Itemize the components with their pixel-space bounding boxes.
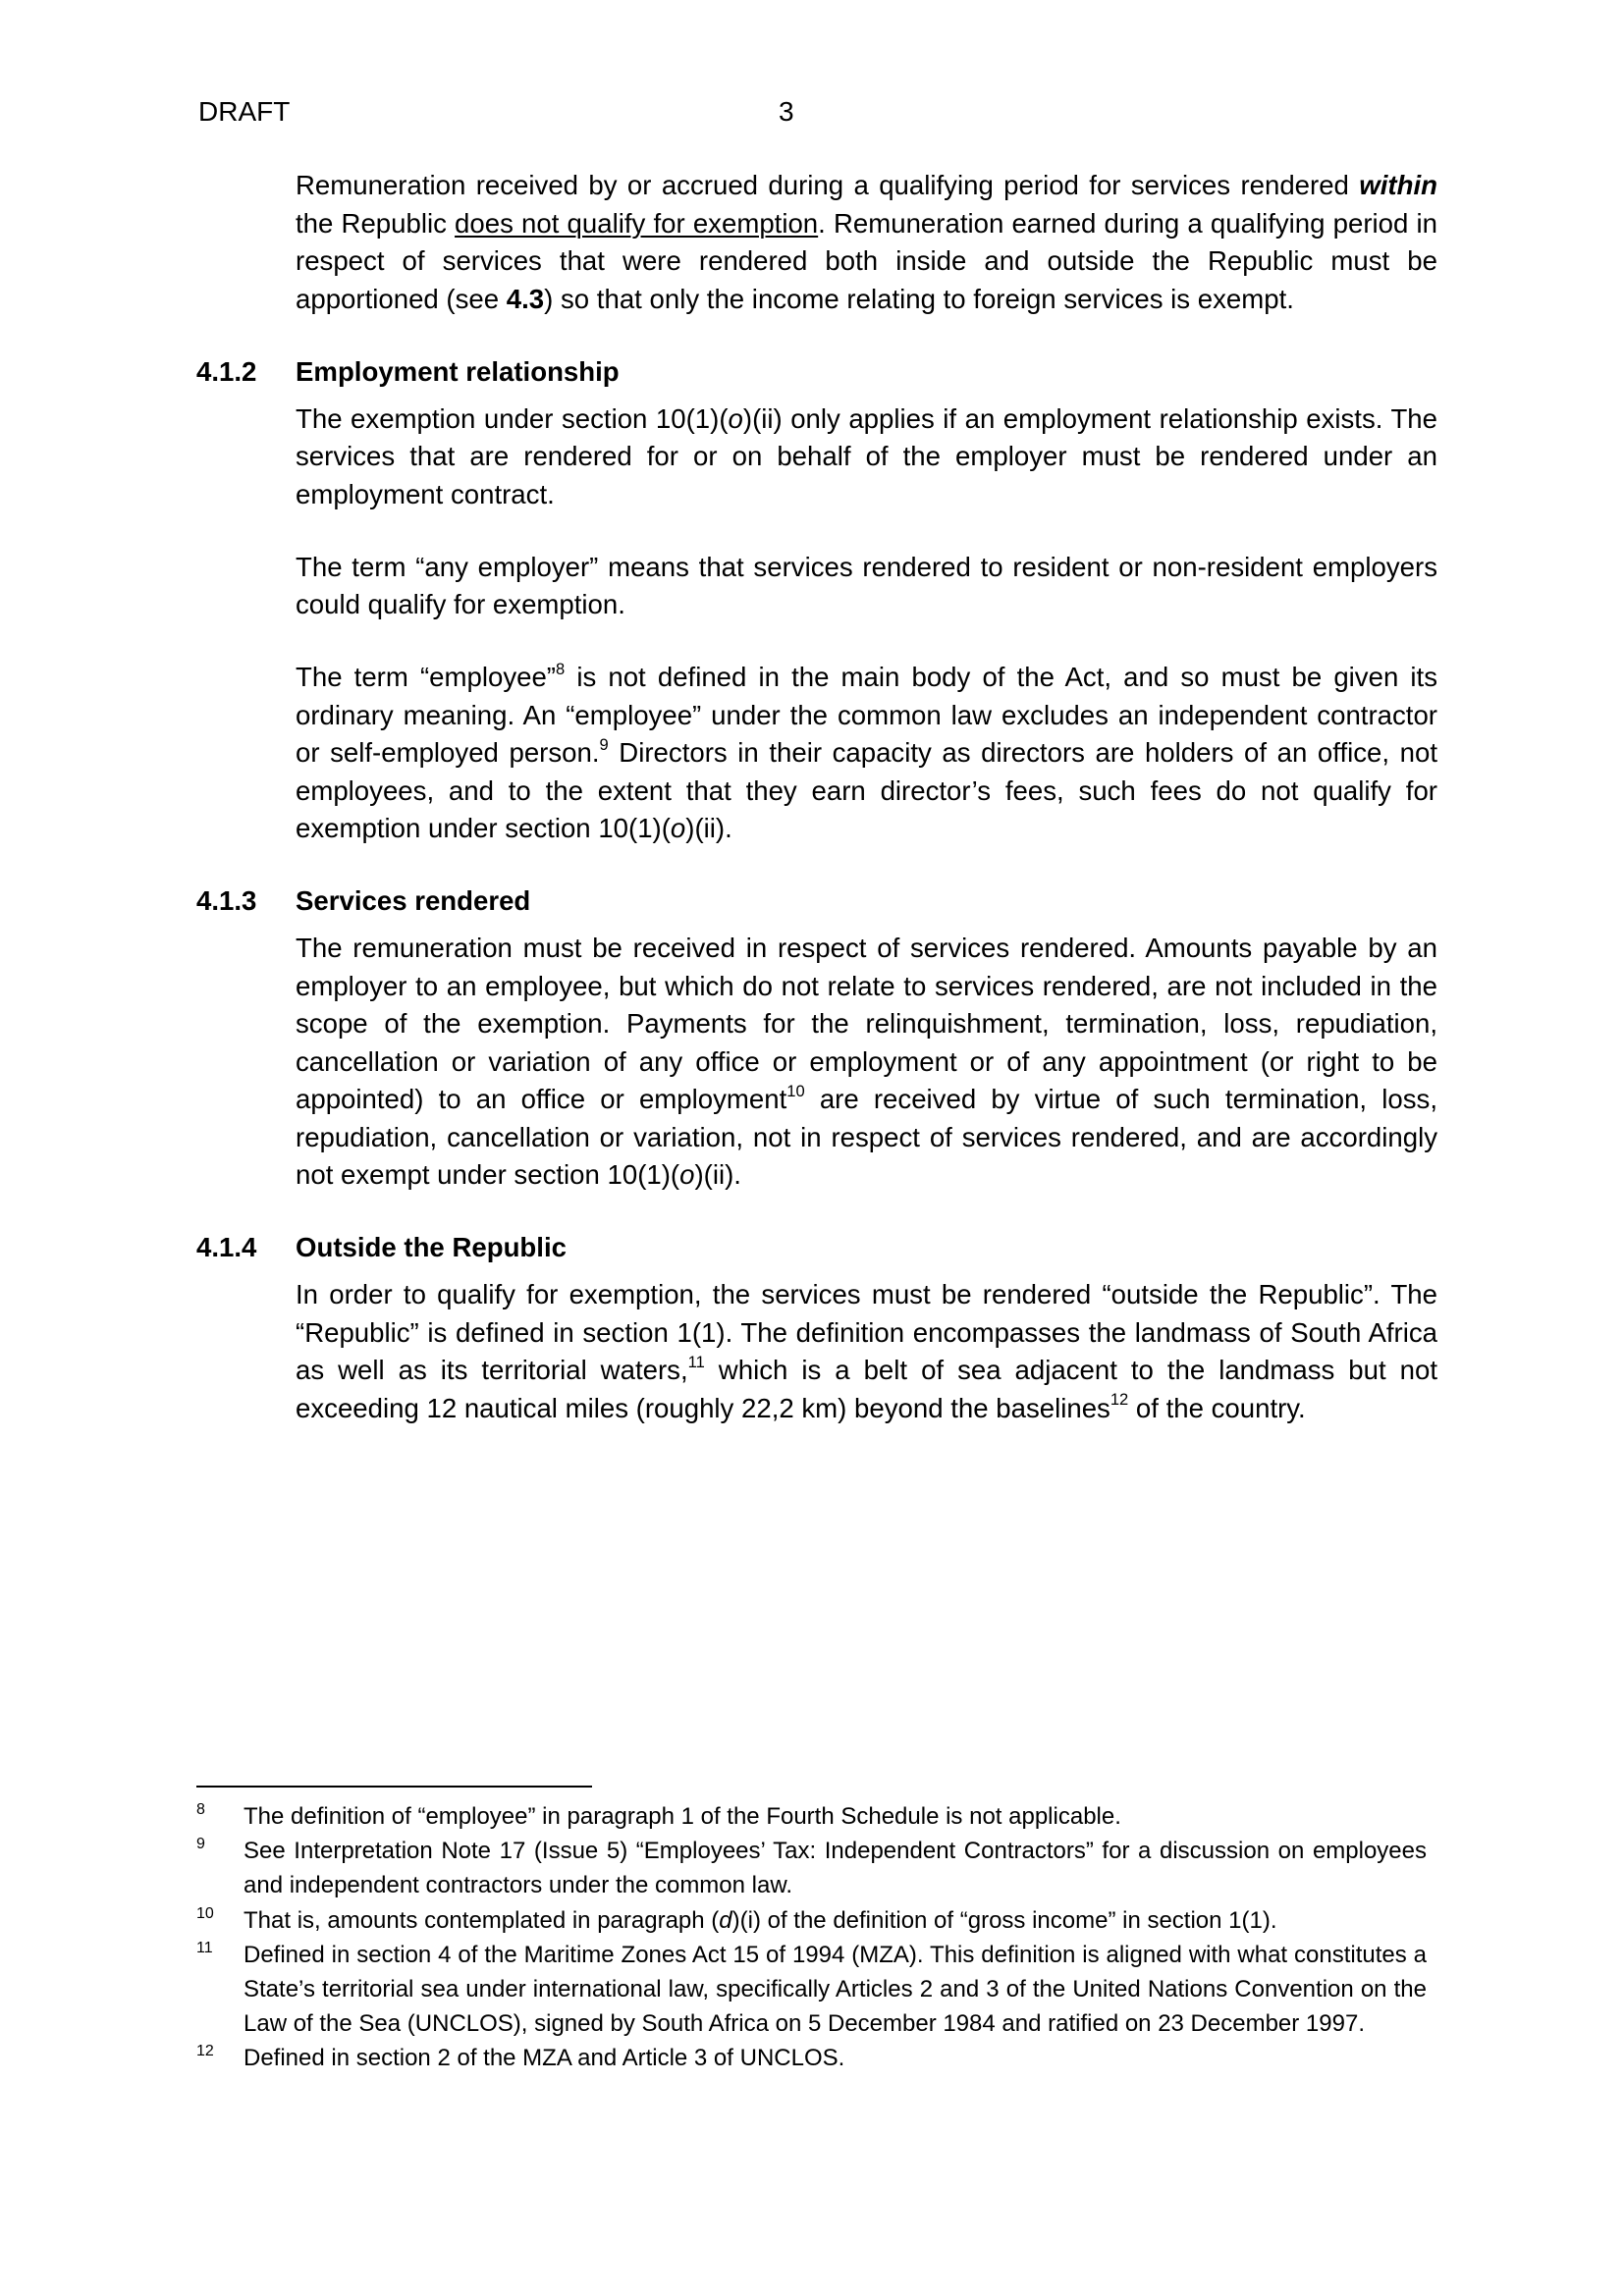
text-run: of the country. xyxy=(1128,1392,1306,1423)
section-4-1-2 xyxy=(196,353,1437,848)
text-run: The exemption under section 10(1)( xyxy=(296,402,729,434)
text-run: )(i) of the definition of “gross income” in section 1(1). xyxy=(731,1906,1277,1934)
section-number: 4.1.4 xyxy=(196,1232,257,1262)
emphasis-text: o xyxy=(728,402,743,434)
text-run: the Republic xyxy=(296,207,456,239)
text-run: The term “employee” xyxy=(296,662,556,692)
footnote-reference[interactable]: 10 xyxy=(786,1081,805,1100)
text-run: See Interpretation Note 17 (Issue 5) “Employees’ Tax: Independent Contractors” for a discussion on employees and independent contractors under the common law. xyxy=(244,1838,1427,1899)
section-intro xyxy=(196,167,1437,318)
paragraph xyxy=(296,659,1437,848)
emphasis-underline: does not qualify for exemption xyxy=(455,207,819,239)
footnote-number: 8 xyxy=(196,1801,205,1818)
text-run: Directors in their capacity as directors are holders of an office, not employees, and to the extent that they earn director’s fees, such fees do not qualify for exemption under section 10(1)( xyxy=(296,737,1437,843)
paragraph xyxy=(296,1276,1437,1427)
footnote-number: 9 xyxy=(196,1836,205,1853)
section-title: Employment relationship xyxy=(296,355,620,387)
section-heading xyxy=(196,353,1437,392)
emphasis-text: o xyxy=(670,813,686,843)
text-run: Defined in section 2 of the MZA and Article 3 of UNCLOS. xyxy=(244,2045,845,2072)
footnote-reference[interactable]: 11 xyxy=(687,1352,705,1371)
section-4-1-4 xyxy=(196,1229,1437,1427)
footnote-text xyxy=(244,1834,1427,1902)
paragraph xyxy=(296,549,1437,624)
paragraph xyxy=(296,167,1437,318)
footnote-9 xyxy=(196,1834,1427,1902)
footnotes xyxy=(196,1799,1427,2076)
footnote-number: 10 xyxy=(196,1904,214,1922)
section-number: 4.1.3 xyxy=(196,885,257,916)
footnote-reference[interactable]: 8 xyxy=(556,659,566,678)
document-body xyxy=(196,167,1437,1463)
section-title: Outside the Republic xyxy=(296,1232,567,1262)
emphasis-text: o xyxy=(679,1159,695,1190)
footnote-number: 11 xyxy=(196,1939,213,1956)
footnote-reference[interactable]: 9 xyxy=(599,734,609,754)
cross-reference: 4.3 xyxy=(506,283,545,314)
section-4-1-3 xyxy=(196,882,1437,1195)
footnote-8 xyxy=(196,1799,1427,1834)
emphasis-text: d xyxy=(719,1906,732,1934)
footnote-text xyxy=(244,2041,1427,2075)
text-run: The term “any employer” means that services rendered to resident or non-resident employers could qualify for exemption. xyxy=(296,551,1437,619)
text-run: In order to qualify for exemption, the services must be rendered “outside the Republic”. The “Republic” is defined in section 1(1). The definition encompasses the landmass of South Africa as well as its territorial waters, xyxy=(296,1279,1437,1385)
footnote-text xyxy=(244,1938,1427,2042)
footnote-reference[interactable]: 12 xyxy=(1110,1390,1129,1410)
text-run: Remuneration received by or accrued during a qualifying period for services rendered xyxy=(296,170,1360,200)
footnote-text xyxy=(244,1903,1427,1938)
text-run: )(ii). xyxy=(694,1159,741,1190)
footnote-10 xyxy=(196,1903,1427,1938)
footnote-11 xyxy=(196,1938,1427,2042)
text-run: are received by virtue of such termination, loss, repudiation, cancellation or variation, not in respect of services rendered, and are accordingly not exempt under section 10(1)( xyxy=(296,1084,1437,1190)
footnote-text xyxy=(244,1799,1427,1834)
footnote-separator xyxy=(196,1786,592,1788)
section-heading xyxy=(196,1229,1437,1267)
section-number: 4.1.2 xyxy=(196,355,257,387)
text-run: which is a belt of sea adjacent to the landmass but not exceeding 12 nautical miles (roughly 22,2 km) beyond the baselines xyxy=(296,1355,1437,1423)
section-title: Services rendered xyxy=(296,885,531,916)
text-run: The definition of “employee” in paragraph 1 of the Fourth Schedule is not applicable. xyxy=(244,1803,1121,1830)
paragraph xyxy=(296,930,1437,1195)
text-run: The remuneration must be received in respect of services rendered. Amounts payable by an employer to an employee, but which do not relate to services rendered, are not included in the scope of the exemption. Payments for the relinquishment, termination, loss, repudiation, cancellation or variation of any office or employment or of any appointment (or right to be appointed) to an office or employment xyxy=(296,933,1437,1114)
text-run: )(ii). xyxy=(685,813,732,843)
section-heading xyxy=(196,882,1437,921)
paragraph xyxy=(296,400,1437,514)
footnote-12 xyxy=(196,2041,1427,2075)
text-run: . Remuneration earned during a qualifying period in respect of services that were rendered both inside and outside the Republic must be apportioned (see xyxy=(296,207,1437,314)
draft-label: DRAFT xyxy=(198,96,291,127)
text-run: )(ii) only applies if an employment relationship exists. The services that are rendered for or on behalf of the employer must be rendered under an employment contract. xyxy=(296,402,1437,509)
page-number: 3 xyxy=(779,96,794,127)
footnote-number: 12 xyxy=(196,2043,214,2060)
page-header xyxy=(198,96,1437,132)
emphasis-text: within xyxy=(1359,170,1437,200)
text-run: That is, amounts contemplated in paragraph ( xyxy=(244,1906,720,1934)
text-run: Defined in section 4 of the Maritime Zones Act 15 of 1994 (MZA). This definition is aligned with what constitutes a State’s territorial sea under international law, specifically Articles 2 and 3 of the United Nations Convention on the Law of the Sea (UNCLOS), signed by South Africa on 5 December 1984 and ratified on 23 December 1997. xyxy=(244,1941,1427,2038)
text-run: ) so that only the income relating to foreign services is exempt. xyxy=(544,283,1294,314)
text-run: is not defined in the main body of the Act, and so must be given its ordinary meaning. An “employee” under the common law excludes an independent contractor or self-employed person. xyxy=(296,662,1437,768)
